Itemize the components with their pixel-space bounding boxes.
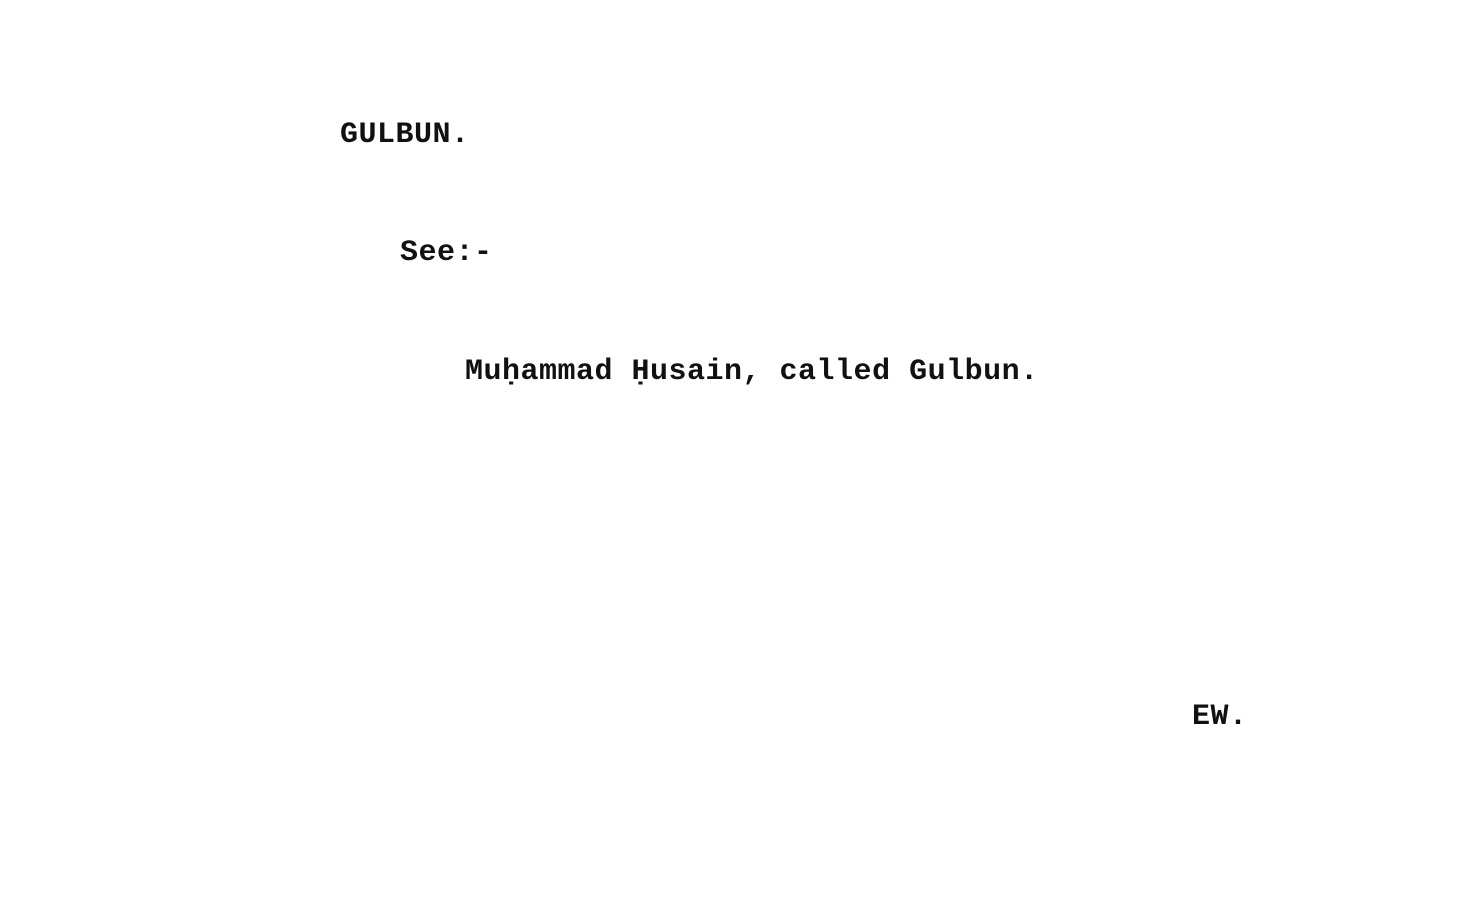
see-label: See:- <box>400 236 493 270</box>
card-heading: GULBUN. <box>340 118 470 152</box>
cross-reference: Muḥammad Ḥusain, called Gulbun. <box>465 355 1039 389</box>
cataloger-initials: EW. <box>1192 700 1248 734</box>
